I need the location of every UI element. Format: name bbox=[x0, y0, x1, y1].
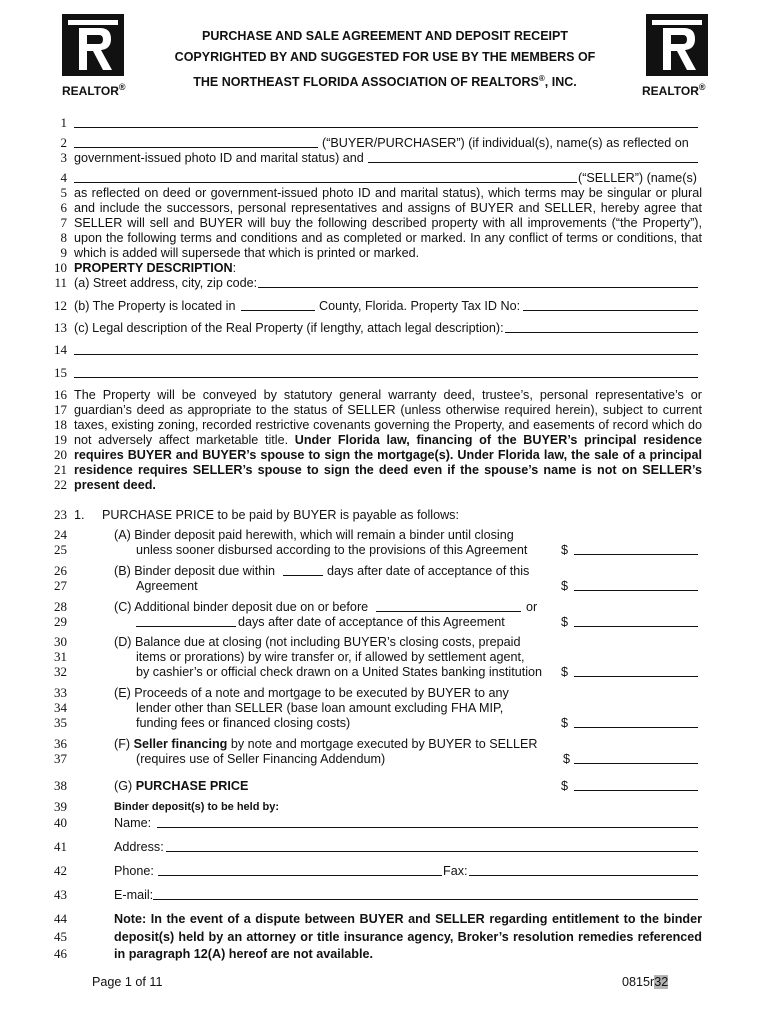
seller-name-field[interactable] bbox=[368, 150, 698, 163]
form-line: 17 guardian’s deed as appropriate to the status of SELLER (unless otherwise required herein), subject to current bbox=[54, 402, 702, 417]
county-field[interactable] bbox=[241, 298, 315, 311]
additional-deposit-date-field[interactable] bbox=[376, 599, 521, 612]
escrow-phone-field[interactable] bbox=[158, 863, 442, 876]
form-line: 10 PROPERTY DESCRIPTION: bbox=[54, 260, 237, 275]
form-line: 8 upon the following terms and conditions and as completed or marked. In any conflict of terms or conditions, that bbox=[60, 230, 702, 245]
mortgage-amount-field[interactable] bbox=[574, 715, 698, 728]
form-line: 4 (“SELLER”) (name(s) bbox=[60, 170, 697, 185]
form-line: 43 E-mail: bbox=[0, 887, 770, 903]
form-line: 30 (D) Balance due at closing (not including BUYER’s closing costs, prepaid bbox=[54, 634, 521, 649]
form-line: 6 and include the successors, personal representatives and assigns of BUYER and SELLER, hereby agree that bbox=[60, 200, 702, 215]
form-line: 11 (a) Street address, city, zip code: bbox=[0, 275, 770, 291]
escrow-name-field[interactable] bbox=[157, 815, 698, 828]
realtor-logo-caption: REALTOR® bbox=[642, 82, 706, 98]
form-line: 42 Phone: Fax: bbox=[0, 863, 770, 879]
purchase-price-amount-field[interactable] bbox=[574, 778, 698, 791]
legal-description-field-3[interactable] bbox=[74, 365, 698, 378]
form-line: 1 bbox=[0, 115, 770, 131]
form-line: 46 in paragraph 12(A) hereof are not available. bbox=[54, 946, 373, 961]
legal-description-field[interactable] bbox=[505, 320, 698, 333]
form-line: 38 (G) PURCHASE PRICE $ bbox=[0, 778, 770, 794]
seller-financing-amount-field[interactable] bbox=[574, 751, 698, 764]
binder-deposit-b-amount-field[interactable] bbox=[574, 578, 698, 591]
form-line: 24 (A) Binder deposit paid herewith, which will remain a binder until closing bbox=[54, 527, 514, 542]
form-line: 15 bbox=[0, 365, 770, 381]
legal-description-field-2[interactable] bbox=[74, 342, 698, 355]
realtor-logo-caption: REALTOR® bbox=[62, 82, 126, 98]
form-line: 40 Name: bbox=[0, 815, 770, 831]
additional-deposit-amount-field[interactable] bbox=[574, 614, 698, 627]
form-line: 28 (C) Additional binder deposit due on or before or bbox=[54, 599, 538, 614]
form-line: 37 (requires use of Seller Financing Addendum) $ bbox=[0, 751, 770, 767]
form-line: 19 not adversely affect marketable title. Under Florida law, financing of the BUYER’s principal residence bbox=[54, 432, 703, 447]
form-line: 9 which is added will supersede that which is printed or marked. bbox=[60, 245, 420, 260]
form-line: 39 Binder deposit(s) to be held by: bbox=[54, 799, 280, 814]
form-line: 33 (E) Proceeds of a note and mortgage to be executed by BUYER to any bbox=[54, 685, 509, 700]
revision-code: 0815r32 bbox=[622, 975, 669, 989]
balance-due-amount-field[interactable] bbox=[574, 664, 698, 677]
escrow-address-field[interactable] bbox=[166, 839, 698, 852]
form-line: 18 taxes, existing zoning, recorded restrictive covenants governing the Property, and easements of record which do bbox=[54, 417, 702, 432]
binder-deposit-amount-field[interactable] bbox=[574, 542, 698, 555]
escrow-email-field[interactable] bbox=[153, 887, 698, 900]
escrow-fax-field[interactable] bbox=[469, 863, 698, 876]
form-line: 26 (B) Binder deposit due within days after date of acceptance of this bbox=[54, 563, 530, 578]
buyer-name-field-2[interactable] bbox=[74, 135, 318, 148]
form-line: 35 funding fees or financed closing costs) $ bbox=[0, 715, 770, 731]
form-line: 23 1. PURCHASE PRICE to be paid by BUYER is payable as follows: bbox=[54, 507, 459, 522]
street-address-field[interactable] bbox=[258, 275, 698, 288]
form-line: 34 lender other than SELLER (base loan amount excluding FHA MIP, bbox=[54, 700, 504, 715]
form-line: 22 present deed. bbox=[54, 477, 156, 492]
binder-days-field[interactable] bbox=[283, 563, 323, 576]
form-line: 25 unless sooner disbursed according to the provisions of this Agreement $ bbox=[0, 542, 770, 558]
form-line: 13 (c) Legal description of the Real Property (if lengthy, attach legal description): bbox=[0, 320, 770, 336]
realtor-r-logo-icon bbox=[62, 14, 124, 76]
tax-id-field[interactable] bbox=[523, 298, 698, 311]
page-number: Page 1 of 11 bbox=[92, 975, 163, 989]
form-line: 32 by cashier’s or official check drawn on a United States banking institution $ bbox=[0, 664, 770, 680]
additional-deposit-days-field[interactable] bbox=[136, 614, 236, 627]
form-line: 7 SELLER will sell and BUYER will buy the following described property with all improvements (“the Property”), bbox=[60, 215, 702, 230]
form-line: 5 as reflected on deed or government-issued photo ID and marital status), which terms may be singular or plural bbox=[60, 185, 702, 200]
property-description-heading: PROPERTY DESCRIPTION bbox=[74, 261, 233, 275]
document-title: PURCHASE AND SALE AGREEMENT AND DEPOSIT RECEIPT COPYRIGHTED BY AND SUGGESTED FOR USE BY THE MEMBERS OF THE NORTHEAST FLORIDA ASSOCIATION OF REALTORS®, INC. bbox=[174, 29, 596, 90]
form-line: 16 The Property will be conveyed by statutory general warranty deed, trustee’s, personal representative’s or bbox=[54, 387, 702, 402]
form-line: 44 Note: In the event of a dispute between BUYER and SELLER regarding entitlement to the binder bbox=[54, 911, 702, 926]
buyer-name-field[interactable] bbox=[74, 115, 698, 128]
form-line: 29 days after date of acceptance of this Agreement $ bbox=[0, 614, 770, 630]
form-line: 31 items or prorations) by wire transfer or, if allowed by settlement agent, bbox=[54, 649, 525, 664]
form-line: 2 (“BUYER/PURCHASER”) (if individual(s), name(s) as reflected on bbox=[60, 135, 689, 150]
form-line: 36 (F) Seller financing by note and mortgage executed by BUYER to SELLER bbox=[54, 736, 538, 751]
form-line: 20 requires BUYER and BUYER’s spouse to sign the mortgage(s). Under Florida law, the sale of a principal bbox=[54, 447, 702, 462]
seller-name-field-2[interactable] bbox=[74, 170, 577, 183]
realtor-r-logo-icon bbox=[646, 14, 708, 76]
form-line: 41 Address: bbox=[0, 839, 770, 855]
form-line: 12 (b) The Property is located in County, Florida. Property Tax ID No: bbox=[0, 298, 770, 314]
form-line: 45 deposit(s) held by an attorney or title insurance agency, Broker’s resolution remedies referenced bbox=[54, 929, 702, 944]
form-line: 14 bbox=[0, 342, 770, 358]
form-line: 27 Agreement $ bbox=[0, 578, 770, 594]
form-line: 21 residence requires SELLER’s spouse to sign the deed even if the spouse’s name is not on SELLER’s bbox=[54, 462, 702, 477]
form-line: 3 government-issued photo ID and marital status) and bbox=[0, 150, 770, 166]
